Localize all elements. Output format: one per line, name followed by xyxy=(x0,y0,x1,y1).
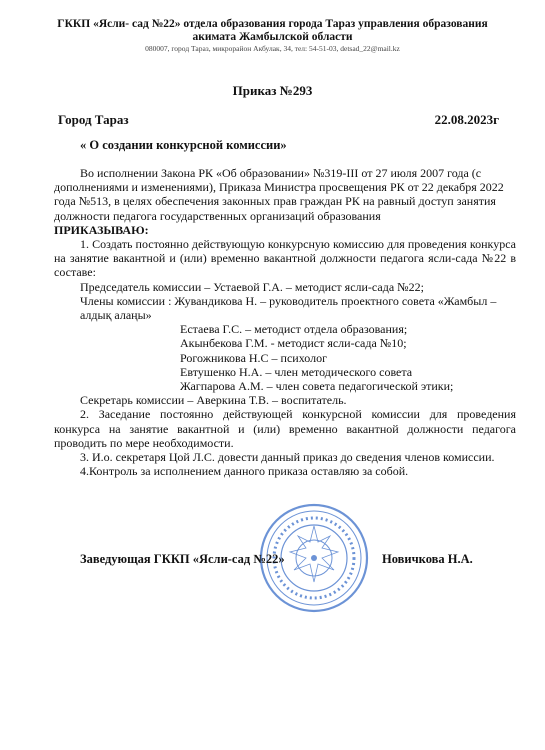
org-name-line-1: ГККП «Ясли- сад №22» отдела образования города Тараз управления образования xyxy=(57,18,488,30)
order-title: Приказ №293 xyxy=(232,83,313,98)
order-subject: « О создании конкурсной комиссии» xyxy=(80,138,287,152)
org-name-line-2: акимата Жамбылской области xyxy=(192,31,353,43)
item-3: 3. И.о. секретаря Цой Л.С. довести данный приказ до сведения членов комиссии. xyxy=(80,450,495,465)
order-body xyxy=(54,166,516,478)
commission-secretary: Секретарь комиссии – Аверкина Т.В. – воспитатель. xyxy=(80,393,347,408)
signature-position: Заведующая ГККП «Ясли-сад №22» xyxy=(80,552,285,566)
member-2: Акынбекова Г.М. - методист ясли-сада №10; xyxy=(180,336,407,351)
member-3: Рогожникова Н.С – психолог xyxy=(180,350,328,365)
preamble: Во исполнении Закона РК «Об образовании» №319-III от 27 июля 2007 года (с дополнениями и изменениями), Приказа Министра просвещения РК от 22 декабря 2022 года №513, в целях обеспечения законных прав граждан РК на равный доступ занятия должности педагога государственных организаций образования xyxy=(54,166,504,223)
item-2: 2. Заседание постоянно действующей конкурсной комиссии для проведения конкурса на занятие вакантной и (или) временно вакантной должности педагога проводить по мере необходимости. xyxy=(54,407,516,450)
org-address: 080007, город Тараз, микрорайон Акбулак, 34, тел: 54-51-03, detsad_22@mail.kz xyxy=(145,44,400,53)
member-5: Жагпарова А.М. – член совета педагогической этики; xyxy=(180,379,454,394)
order-city: Город Тараз xyxy=(58,112,129,127)
commission-members-intro: Члены комиссии : Жувандикова Н. – руководитель проектного совета «Жамбыл – алдық алаңы» xyxy=(80,293,497,323)
letterhead xyxy=(0,18,545,54)
signature-name: Новичкова Н.А. xyxy=(382,552,473,566)
member-1: Естаева Г.С. – методист отдела образования; xyxy=(180,322,408,337)
item-1: 1. Создать постоянно действующую конкурсную комиссию для проведения конкурса на занятие вакантной и (или) временно вакантной должности педагога ясли-сада №22 в составе: xyxy=(54,237,516,280)
item-4: 4.Контроль за исполнением данного приказа оставляю за собой. xyxy=(80,464,409,479)
member-4: Евтушенко Н.А. – член методического совета xyxy=(180,364,413,379)
commission-chair: Председатель комиссии – Устаевой Г.А. – методист ясли-сада №22; xyxy=(80,279,424,294)
order-date: 22.08.2023г xyxy=(434,112,499,127)
orders-heading: ПРИКАЗЫВАЮ: xyxy=(54,222,149,237)
